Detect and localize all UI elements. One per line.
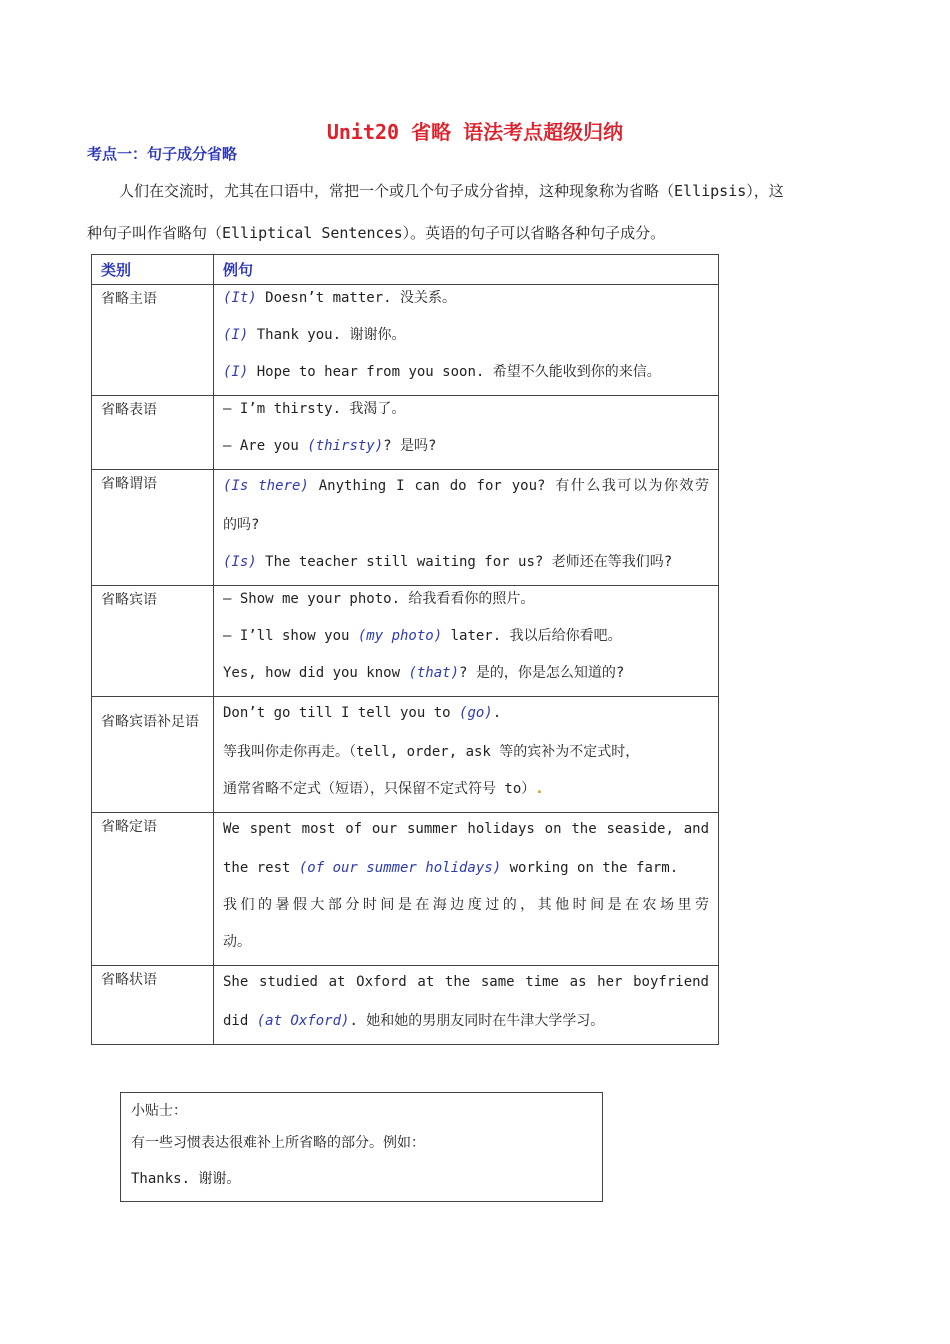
example-line [223, 465, 709, 507]
intro-paragraph [87, 170, 867, 254]
example-text: 的吗? [223, 517, 260, 533]
example-text: did [223, 1013, 257, 1029]
example-text: — I’ll show you [223, 628, 358, 644]
table-row [92, 966, 719, 1045]
example-line [223, 961, 709, 1003]
table-row [92, 586, 719, 697]
example-line [223, 618, 709, 655]
table-row [92, 396, 719, 470]
omitted-part: (I) [223, 327, 249, 343]
tips-line-2: Thanks. 谢谢。 [131, 1171, 241, 1187]
example-text: . 她和她的男朋友同时在牛津大学学习。 [349, 1013, 605, 1029]
example-line [223, 391, 709, 428]
example-text: 我们的暑假大部分时间是在海边度过的，其他时间是在农场里劳 [223, 897, 709, 913]
example-line [223, 581, 709, 618]
ellipsis-table [91, 254, 719, 1045]
example-text: We spent most of our summer holidays on the seaside, and [223, 821, 709, 837]
row-category: 省略定语 [92, 813, 214, 966]
example-line [223, 280, 709, 317]
row-examples [214, 697, 719, 813]
row-examples [214, 285, 719, 396]
row-category: 省略表语 [92, 396, 214, 470]
intro-line-2: 种句子叫作省略句（Elliptical Sentences）。英语的句子可以省略各种句子成分。 [87, 224, 666, 242]
example-text: later. 我以后给你看吧。 [442, 628, 622, 644]
example-line [223, 507, 709, 544]
row-examples [214, 470, 719, 586]
example-line [223, 1003, 709, 1040]
example-text: ? 是吗? [383, 438, 437, 454]
row-category: 省略宾语 [92, 586, 214, 697]
example-line [223, 887, 709, 924]
example-line [223, 734, 709, 771]
example-text: the rest [223, 860, 299, 876]
omitted-part: (at Oxford) [256, 1013, 350, 1029]
example-text: The teacher still waiting for us? 老师还在等我们吗? [256, 554, 673, 570]
example-text: Don’t go till I tell you to [223, 705, 460, 721]
omitted-part: (Is there) [223, 478, 309, 494]
row-category: 省略主语 [92, 285, 214, 396]
example-text: . [492, 705, 502, 721]
example-text: Doesn’t matter. 没关系。 [256, 290, 457, 306]
table-row [92, 697, 719, 813]
example-line [223, 771, 709, 808]
example-text: — Are you [223, 438, 308, 454]
example-line [223, 544, 709, 581]
table-row [92, 285, 719, 396]
omitted-part: (go) [459, 705, 493, 721]
omitted-part: (that) [408, 665, 460, 681]
example-line [223, 354, 709, 391]
omitted-part: (Is) [223, 554, 257, 570]
example-line [223, 850, 709, 887]
example-text: Anything I can do for you? 有什么我可以为你效劳 [308, 478, 709, 494]
row-examples [214, 966, 719, 1045]
example-text: 通常省略不定式（短语），只保留不定式符号 to） [223, 781, 536, 797]
table-body [92, 285, 719, 1045]
example-line [223, 655, 709, 692]
omitted-part: (It) [223, 290, 257, 306]
header-category: 类别 [92, 255, 214, 285]
example-line [223, 808, 709, 850]
omitted-part: (I) [223, 364, 249, 380]
example-line [223, 692, 709, 734]
table-row [92, 470, 719, 586]
tips-box [120, 1092, 603, 1202]
example-text: working on the farm. [501, 860, 679, 876]
omitted-part: (my photo) [357, 628, 443, 644]
header-example: 例句 [214, 255, 719, 285]
example-text: ? 是的，你是怎么知道的? [459, 665, 625, 681]
row-examples [214, 586, 719, 697]
example-text: Hope to hear from you soon. 希望不久能收到你的来信。 [248, 364, 661, 380]
row-examples [214, 813, 719, 966]
row-category: 省略宾语补足语 [92, 697, 214, 813]
row-category: 省略状语 [92, 966, 214, 1045]
example-text: She studied at Oxford at the same time as her boyfriend [223, 974, 709, 990]
omitted-part: (thirsty) [307, 438, 384, 454]
example-text: 等我叫你走你再走。（tell, order, ask 等的宾补为不定式时， [223, 744, 640, 760]
example-text: Yes, how did you know [223, 665, 409, 681]
example-text: — I’m thirsty. 我渴了。 [223, 401, 406, 417]
row-examples [214, 396, 719, 470]
omitted-part: (of our summer holidays) [298, 860, 502, 876]
section-heading: 考点一：句子成分省略 [87, 145, 238, 163]
highlight-dot: . [535, 781, 544, 797]
example-line [223, 428, 709, 465]
example-text: Thank you. 谢谢你。 [248, 327, 406, 343]
tips-line-1: 有一些习惯表达很难补上所省略的部分。例如： [131, 1135, 425, 1151]
table-row [92, 813, 719, 966]
example-line [223, 317, 709, 354]
intro-line-1: 人们在交流时，尤其在口语中，常把一个或几个句子成分省掉，这种现象称为省略（Ellipsis），这 [119, 182, 784, 200]
page-title: Unit20 省略 语法考点超级归纳 [326, 120, 624, 144]
row-category: 省略谓语 [92, 470, 214, 586]
tips-title: 小贴士： [131, 1103, 187, 1119]
example-text: — Show me your photo. 给我看看你的照片。 [223, 591, 535, 607]
example-text: 动。 [223, 934, 251, 950]
example-line [223, 924, 709, 961]
